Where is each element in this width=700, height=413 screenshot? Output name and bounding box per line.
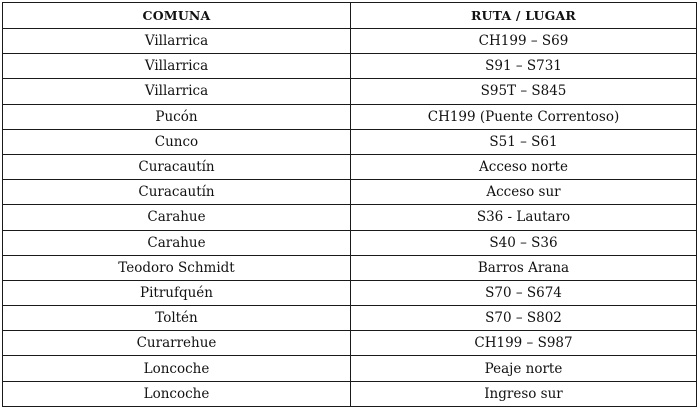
cell-ruta: CH199 – S987 — [351, 331, 697, 356]
header-ruta-lugar: RUTA / LUGAR — [351, 3, 697, 29]
table-row — [3, 356, 697, 381]
cell-ruta: S70 – S674 — [351, 280, 697, 305]
table-row — [3, 331, 697, 356]
table-row — [3, 180, 697, 205]
cell-comuna: Villarrica — [3, 29, 351, 54]
cell-ruta: CH199 – S69 — [351, 29, 697, 54]
table-row — [3, 154, 697, 179]
cell-comuna: Carahue — [3, 205, 351, 230]
cell-ruta: Peaje norte — [351, 356, 697, 381]
cell-ruta: S91 – S731 — [351, 54, 697, 79]
table-row — [3, 381, 697, 406]
cell-comuna: Villarrica — [3, 54, 351, 79]
cell-ruta: Barros Arana — [351, 255, 697, 280]
cell-ruta: S95T – S845 — [351, 79, 697, 104]
cell-comuna: Loncoche — [3, 381, 351, 406]
cell-comuna: Carahue — [3, 230, 351, 255]
cell-ruta: Acceso sur — [351, 180, 697, 205]
table-header-row — [3, 3, 697, 29]
cell-comuna: Cunco — [3, 129, 351, 154]
table-row — [3, 255, 697, 280]
cell-comuna: Loncoche — [3, 356, 351, 381]
table-row — [3, 205, 697, 230]
route-table-container — [2, 2, 696, 407]
table-row — [3, 54, 697, 79]
cell-comuna: Curacautín — [3, 180, 351, 205]
table-row — [3, 129, 697, 154]
cell-ruta: S70 – S802 — [351, 306, 697, 331]
cell-ruta: S51 – S61 — [351, 129, 697, 154]
cell-comuna: Toltén — [3, 306, 351, 331]
table-row — [3, 79, 697, 104]
cell-ruta: S40 – S36 — [351, 230, 697, 255]
table-row — [3, 104, 697, 129]
cell-comuna: Pitrufquén — [3, 280, 351, 305]
cell-ruta: Ingreso sur — [351, 381, 697, 406]
route-table — [2, 2, 697, 407]
cell-comuna: Pucón — [3, 104, 351, 129]
cell-ruta: CH199 (Puente Correntoso) — [351, 104, 697, 129]
table-row — [3, 29, 697, 54]
cell-comuna: Curarrehue — [3, 331, 351, 356]
table-row — [3, 306, 697, 331]
header-comuna: COMUNA — [3, 3, 351, 29]
cell-ruta: Acceso norte — [351, 154, 697, 179]
cell-comuna: Curacautín — [3, 154, 351, 179]
cell-comuna: Villarrica — [3, 79, 351, 104]
table-row — [3, 230, 697, 255]
table-row — [3, 280, 697, 305]
cell-comuna: Teodoro Schmidt — [3, 255, 351, 280]
cell-ruta: S36 - Lautaro — [351, 205, 697, 230]
